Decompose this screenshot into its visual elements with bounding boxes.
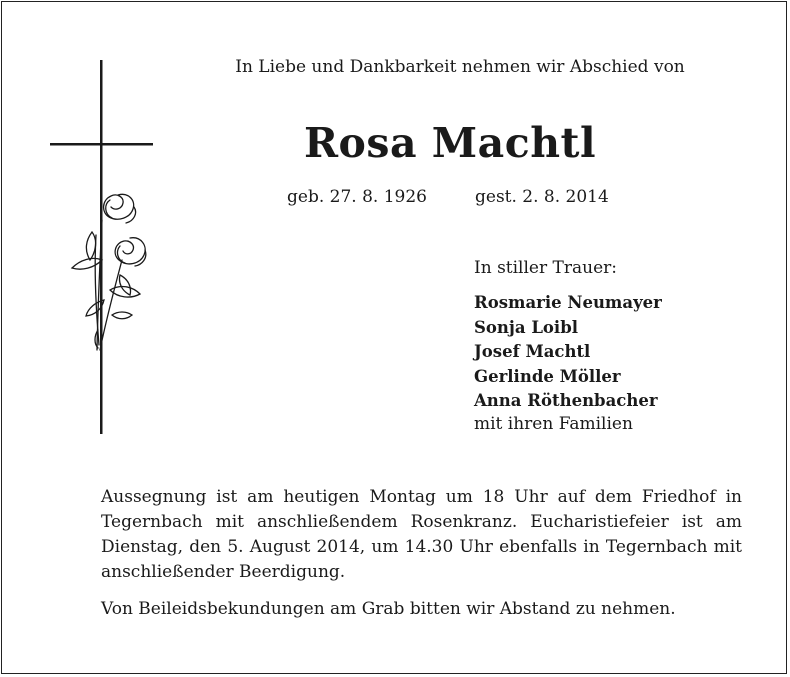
mourning-label: In stiller Trauer: bbox=[474, 258, 617, 278]
closing-paragraph: Von Beileidsbekundungen am Grab bitten wir Abstand zu nehmen. bbox=[101, 599, 676, 619]
mourner-name: Rosmarie Neumayer bbox=[474, 293, 662, 312]
mourners-list bbox=[474, 291, 662, 414]
mourner-name: Sonja Loibl bbox=[474, 317, 579, 337]
roses-icon bbox=[72, 194, 146, 350]
cross-icon bbox=[50, 60, 160, 440]
birth-date: geb. 27. 8. 1926 bbox=[287, 187, 427, 207]
service-paragraph: Aussegnung ist am heutigen Montag um 18 Uhr auf dem Friedhof in Tegernbach mit anschließendem Rosenkranz. Eucharistiefeier ist am Dienstag, den 5. August 2014, um 14.30 Uhr ebenfalls in Tegernbach mit anschließender Beerdigung. bbox=[101, 487, 742, 582]
mourner-name: Josef Machtl bbox=[474, 342, 591, 361]
families-line: mit ihren Familien bbox=[474, 414, 633, 434]
deceased-name: Rosa Machtl bbox=[303, 119, 597, 167]
mourner-name: Anna Röthenbacher bbox=[474, 391, 658, 410]
intro-line: In Liebe und Dankbarkeit nehmen wir Abschied von bbox=[235, 57, 685, 77]
death-date: gest. 2. 8. 2014 bbox=[475, 187, 609, 207]
mourner-name: Gerlinde Möller bbox=[474, 366, 621, 386]
